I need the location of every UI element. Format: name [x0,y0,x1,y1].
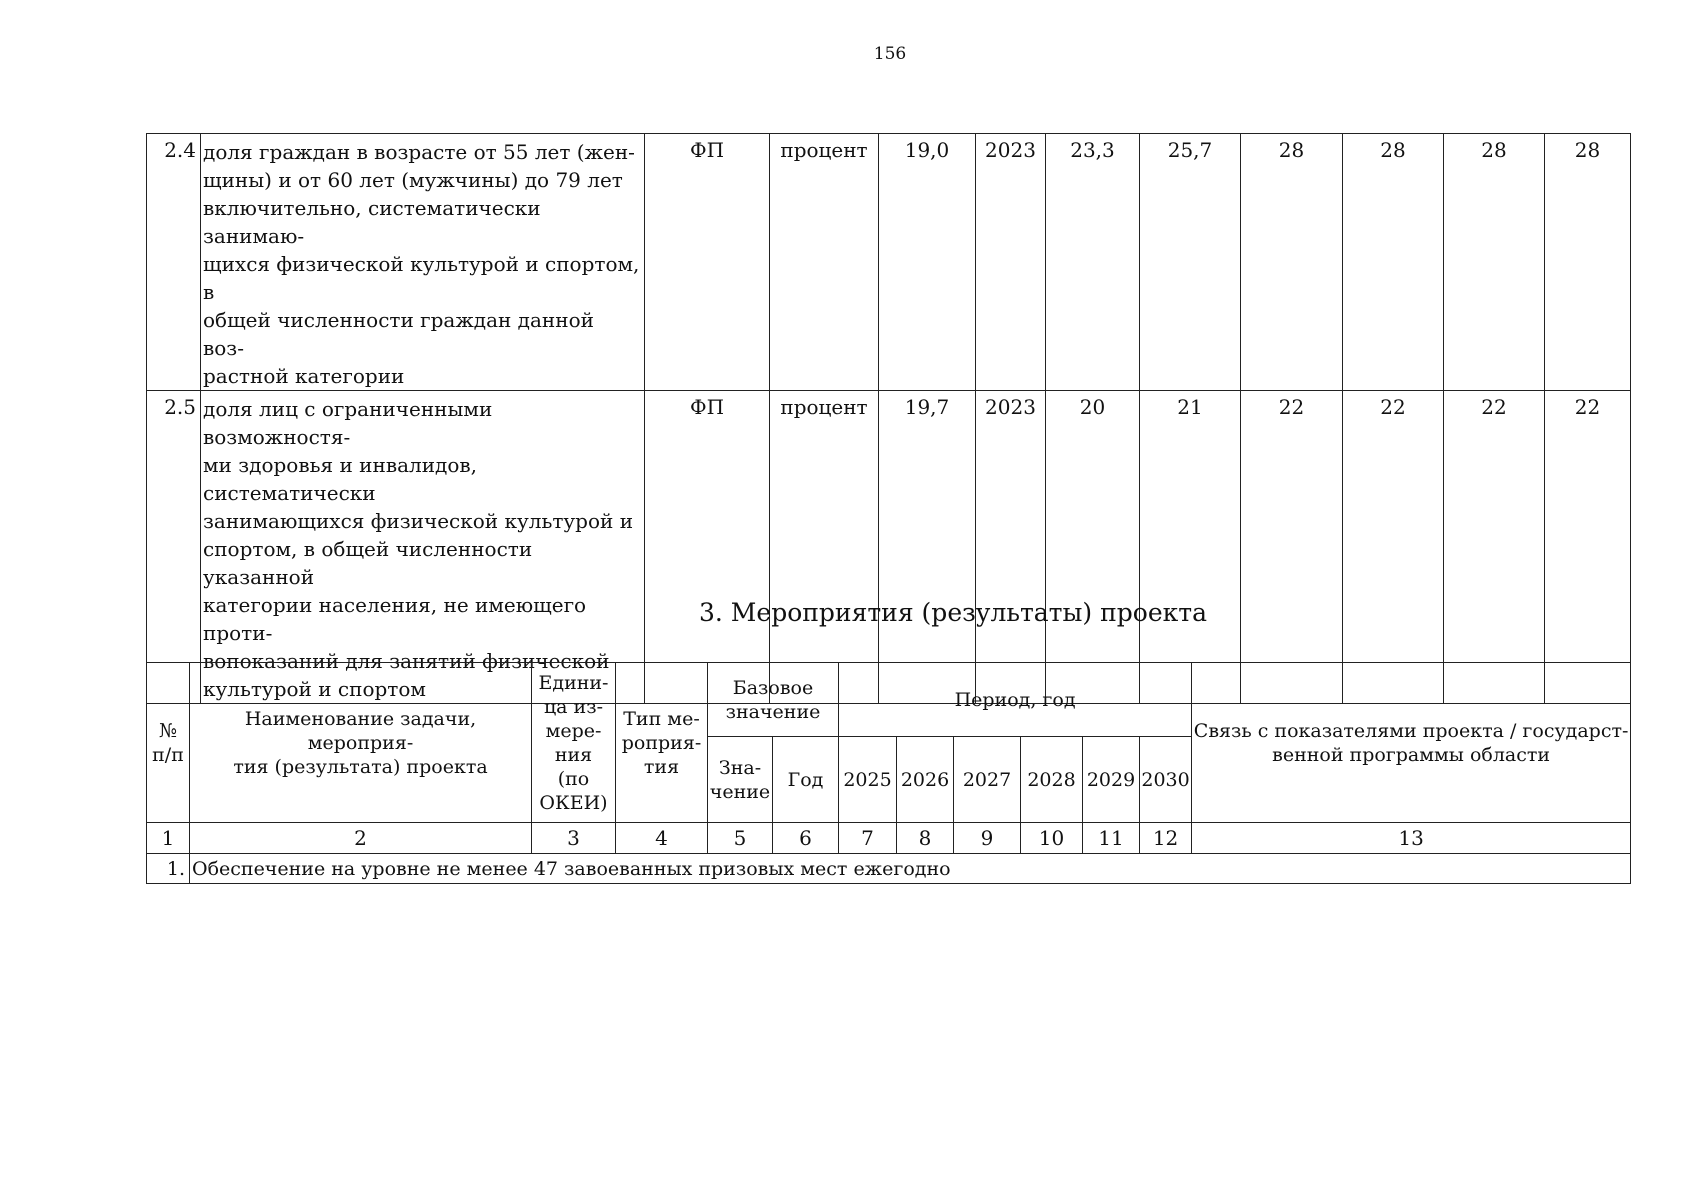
header-row [147,663,1631,737]
column-number: 12 [1140,823,1192,854]
header-base: Базовое значение [708,663,839,737]
indicator-value: 22 [1444,391,1545,704]
indicator-description: доля граждан в возрасте от 55 лет (жен- щины) и от 60 лет (мужчины) до 79 лет включительно, систематически занимаю- щихся физической культурой и спортом, в общей численности граждан данной воз- растной категории [201,134,645,391]
indicator-base-value: 19,0 [879,134,976,391]
indicator-unit: процент [770,134,879,391]
indicator-value: 21 [1140,391,1241,704]
indicator-number: 2.4 [147,134,201,391]
header-base-year: Год [773,737,839,823]
column-number: 7 [839,823,897,854]
task-text: Обеспечение на уровне не менее 47 завоеванных призовых мест ежегодно [190,854,1631,884]
indicator-number: 2.5 [147,391,201,704]
indicator-value: 25,7 [1140,134,1241,391]
header-period: Период, год [839,663,1192,737]
column-number: 3 [532,823,616,854]
header-type: Тип ме- роприя- тия [616,663,708,823]
indicator-value: 28 [1444,134,1545,391]
column-number: 5 [708,823,773,854]
indicator-value: 22 [1241,391,1343,704]
column-number: 10 [1021,823,1083,854]
indicator-value: 22 [1545,391,1631,704]
column-number: 2 [190,823,532,854]
header-year: 2030 [1140,737,1192,823]
indicator-value: 28 [1241,134,1343,391]
table-row [147,134,1631,391]
indicator-value: 28 [1343,134,1444,391]
indicator-description: доля лиц с ограниченными возможностя- ми здоровья и инвалидов, систематически занимающихся физической культурой и спортом, в общей численности указанной категории населения, не имеющего проти- вопоказаний для занятий физической культурой и спортом [201,391,645,704]
indicator-level: ФП [645,134,770,391]
header-year: 2026 [897,737,954,823]
page-number: 156 [873,44,907,64]
column-number: 6 [773,823,839,854]
indicator-base-value: 19,7 [879,391,976,704]
header-unit: Едини- ца из- мере- ния (по ОКЕИ) [532,663,616,823]
column-number: 11 [1083,823,1140,854]
header-year: 2027 [954,737,1021,823]
table-row [147,391,1631,704]
indicator-base-year: 2023 [976,134,1046,391]
column-number: 4 [616,823,708,854]
header-year: 2025 [839,737,897,823]
task-number: 1. [147,854,190,884]
indicator-base-year: 2023 [976,391,1046,704]
header-link: Связь с показателями проекта / государст- венной программы области [1192,663,1631,823]
header-name: Наименование задачи, мероприя- тия (результата) проекта [190,663,532,823]
indicator-unit: процент [770,391,879,704]
column-number: 1 [147,823,190,854]
indicator-level: ФП [645,391,770,704]
column-numbers-row [147,823,1631,854]
task-row [147,854,1631,884]
header-num: № п/п [147,663,190,823]
indicator-value: 28 [1545,134,1631,391]
column-number: 13 [1192,823,1631,854]
header-year: 2029 [1083,737,1140,823]
indicator-value: 20 [1046,391,1140,704]
section-title: 3. Мероприятия (результаты) проекта [699,598,1207,627]
header-base-value: Зна- чение [708,737,773,823]
column-number: 8 [897,823,954,854]
activities-table [146,662,1631,884]
column-number: 9 [954,823,1021,854]
indicator-value: 23,3 [1046,134,1140,391]
header-year: 2028 [1021,737,1083,823]
indicator-value: 22 [1343,391,1444,704]
